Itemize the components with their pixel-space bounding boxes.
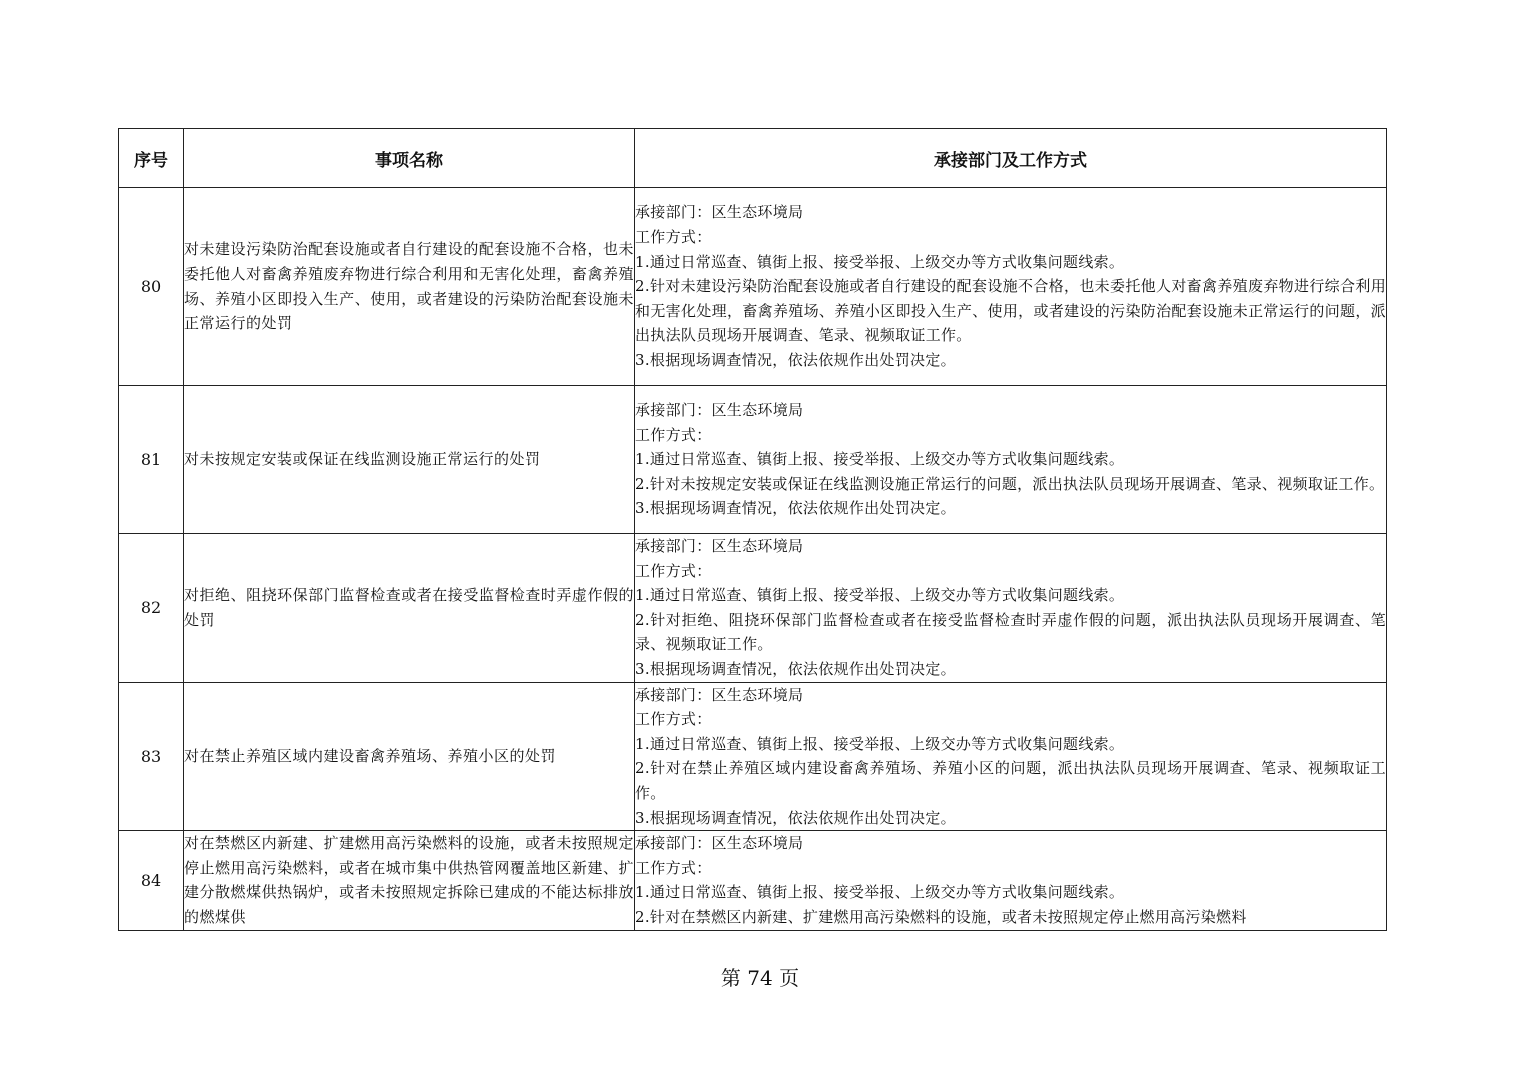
table-row xyxy=(119,386,1387,534)
row-number: 80 xyxy=(119,188,184,386)
step-3: 3.根据现场调查情况，依法依规作出处罚决定。 xyxy=(635,659,956,678)
table-row xyxy=(119,534,1387,683)
matter-name: 对在禁止养殖区域内建设畜禽养殖场、养殖小区的处罚 xyxy=(184,682,635,831)
header-method: 承接部门及工作方式 xyxy=(635,129,1387,188)
step-2: 2.针对未按规定安装或保证在线监测设施正常运行的问题，派出执法队员现场开展调查、笔录、视频取证工作。 xyxy=(635,474,1385,493)
table-row xyxy=(119,682,1387,831)
header-name: 事项名称 xyxy=(184,129,635,188)
method-clip xyxy=(635,831,1386,930)
matter-name: 对未建设污染防治配套设施或者自行建设的配套设施不合格，也未委托他人对畜禽养殖废弃物进行综合利用和无害化处理，畜禽养殖场、养殖小区即投入生产、使用，或者建设的污染防治配套设施未正常运行的处罚 xyxy=(184,188,635,386)
step-3: 3.根据现场调查情况，依法依规作出处罚决定。 xyxy=(635,350,956,369)
dept-and-method xyxy=(635,682,1387,831)
dept-and-method xyxy=(635,386,1387,534)
step-1: 1.通过日常巡查、镇街上报、接受举报、上级交办等方式收集问题线索。 xyxy=(635,252,1125,271)
step-3: 3.根据现场调查情况，依法依规作出处罚决定。 xyxy=(635,808,956,827)
mode-line: 工作方式： xyxy=(635,425,712,444)
step-2: 2.针对在禁止养殖区域内建设畜禽养殖场、养殖小区的问题，派出执法队员现场开展调查、笔录、视频取证工作。 xyxy=(635,759,1386,802)
row-number: 83 xyxy=(119,682,184,831)
matter-name-text: 对在禁燃区内新建、扩建燃用高污染燃料的设施，或者未按照规定停止燃用高污染燃料，或者在城市集中供热管网覆盖地区新建、扩建分散燃煤供热锅炉，或者未按照规定拆除已建成的不能达标排放的燃煤供 xyxy=(184,834,634,926)
header-no: 序号 xyxy=(119,129,184,188)
step-1: 1.通过日常巡查、镇街上报、接受举报、上级交办等方式收集问题线索。 xyxy=(635,586,1125,605)
step-2: 2.针对未建设污染防治配套设施或者自行建设的配套设施不合格，也未委托他人对畜禽养殖废弃物进行综合利用和无害化处理，畜禽养殖场、养殖小区即投入生产、使用，或者建设的污染防治配套设施未正常运行的问题，派出执法队员现场开展调查、笔录、视频取证工作。 xyxy=(635,277,1386,345)
dept-line: 承接部门：区生态环境局 xyxy=(635,834,804,853)
step-3: 3.根据现场调查情况，依法依规作出处罚决定。 xyxy=(635,499,956,518)
dept-and-method xyxy=(635,534,1387,683)
step-1: 1.通过日常巡查、镇街上报、接受举报、上级交办等方式收集问题线索。 xyxy=(635,883,1125,902)
mode-line: 工作方式： xyxy=(635,858,712,877)
dept-line: 承接部门：区生态环境局 xyxy=(635,537,804,555)
step-1: 1.通过日常巡查、镇街上报、接受举报、上级交办等方式收集问题线索。 xyxy=(635,734,1125,753)
table-row xyxy=(119,831,1387,931)
table-row xyxy=(119,188,1387,386)
page-number: 第 74 页 xyxy=(720,966,800,990)
row-number: 84 xyxy=(119,831,184,931)
dept-line: 承接部门：区生态环境局 xyxy=(635,401,804,420)
matter-name: 对拒绝、阻挠环保部门监督检查或者在接受监督检查时弄虚作假的处罚 xyxy=(184,534,635,683)
matter-name: 对未按规定安装或保证在线监测设施正常运行的处罚 xyxy=(184,386,635,534)
row-number: 81 xyxy=(119,386,184,534)
step-2: 2.针对在禁燃区内新建、扩建燃用高污染燃料的设施，或者未按照规定停止燃用高污染燃料 xyxy=(635,907,1247,926)
matter-name xyxy=(184,831,635,931)
step-2: 2.针对拒绝、阻挠环保部门监督检查或者在接受监督检查时弄虚作假的问题，派出执法队员现场开展调查、笔录、视频取证工作。 xyxy=(635,610,1386,654)
mode-line: 工作方式： xyxy=(635,228,712,247)
table-header-row xyxy=(119,129,1387,188)
row-number: 82 xyxy=(119,534,184,683)
mode-line: 工作方式： xyxy=(635,561,712,580)
mode-line: 工作方式： xyxy=(635,710,712,729)
dept-line: 承接部门：区生态环境局 xyxy=(635,685,804,704)
dept-and-method xyxy=(635,831,1387,931)
dept-line: 承接部门：区生态环境局 xyxy=(635,203,804,222)
matters-table xyxy=(118,128,1387,931)
step-1: 1.通过日常巡查、镇街上报、接受举报、上级交办等方式收集问题线索。 xyxy=(635,450,1125,469)
dept-and-method xyxy=(635,188,1387,386)
